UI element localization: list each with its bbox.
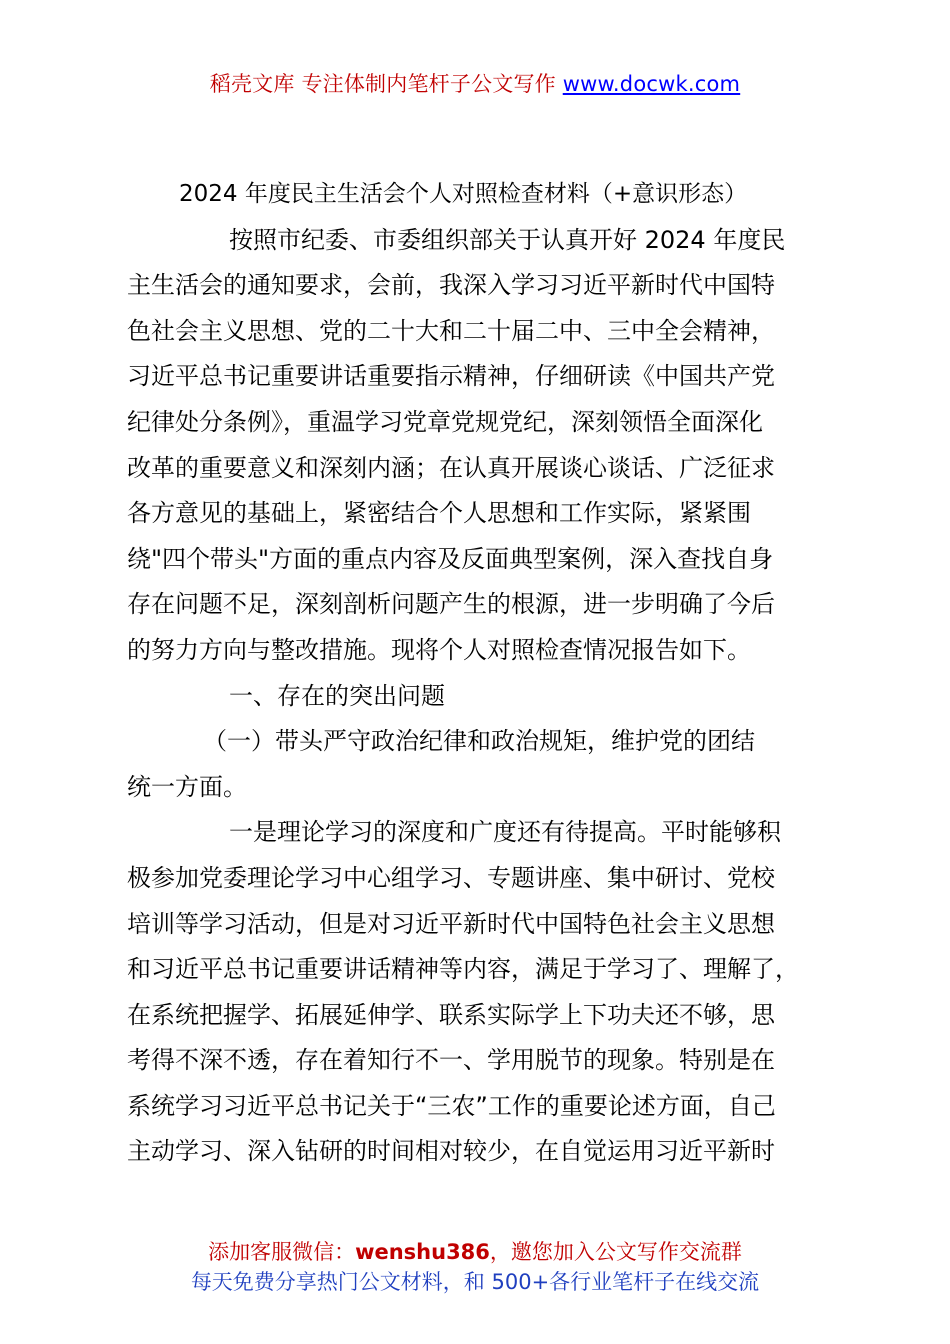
document-body	[127, 172, 827, 1175]
paragraph-line: 主生活会的通知要求，会前，我深入学习习近平新时代中国特	[127, 271, 775, 300]
paragraph-line: 绕"四个带头"方面的重点内容及反面典型案例，深入查找自身	[127, 544, 774, 573]
footer-contact-prefix: 添加客服微信：	[208, 1240, 356, 1264]
paragraph-line: 培训等学习活动，但是对习近平新时代中国特色社会主义思想	[127, 909, 775, 938]
paragraph-line: 一是理论学习的深度和广度还有待提高。平时能够积	[229, 818, 781, 847]
paragraph-line: 的努力方向与整改措施。现将个人对照检查情况报告如下。	[127, 635, 751, 664]
paragraph-line: 考得不深不透，存在着知行不一、学用脱节的现象。特别是在	[127, 1046, 775, 1075]
page-footer	[0, 1237, 950, 1297]
header-slogan: 稻壳文库 专注体制内笔杆子公文写作	[209, 72, 563, 96]
paragraph-line: 和习近平总书记重要讲话精神等内容，满足于学习了、理解了，	[127, 955, 799, 984]
paragraph-line: 在系统把握学、拓展延伸学、联系实际学上下功夫还不够，思	[127, 1000, 775, 1029]
paragraph-line: 色社会主义思想、党的二十大和二十届二中、三中全会精神，	[127, 316, 775, 345]
paragraph-line: 存在问题不足，深刻剖析问题产生的根源，进一步明确了今后	[127, 590, 775, 619]
subsection-heading: （一）带头严守政治纪律和政治规矩，维护党的团结	[203, 727, 755, 756]
subsection-heading-cont: 统一方面。	[127, 772, 247, 801]
paragraph-line: 主动学习、深入钻研的时间相对较少，在自觉运用习近平新时	[127, 1137, 775, 1166]
page-header	[0, 68, 950, 98]
footer-wechat-id: wenshu386	[355, 1240, 490, 1264]
paragraph-line: 极参加党委理论学习中心组学习、专题讲座、集中研讨、党校	[127, 863, 775, 892]
paragraph-line: 系统学习习近平总书记关于“三农”工作的重要论述方面，自己	[127, 1091, 776, 1120]
section-heading: 一、存在的突出问题	[229, 681, 445, 710]
document-title: 2024 年度民主生活会个人对照检查材料（+意识形态）	[179, 181, 748, 207]
paragraph-line: 按照市纪委、市委组织部关于认真开好 2024 年度民	[229, 225, 786, 254]
paragraph-line: 各方意见的基础上，紧密结合个人思想和工作实际，紧紧围	[127, 499, 751, 528]
header-link[interactable]: www.docwk.com	[562, 72, 741, 96]
footer-contact-suffix: ，邀您加入公文写作交流群	[489, 1240, 742, 1264]
paragraph-line: 习近平总书记重要讲话重要指示精神，仔细研读《中国共产党	[127, 362, 775, 391]
footer-contact-line	[0, 1237, 950, 1267]
paragraph-line: 改革的重要意义和深刻内涵；在认真开展谈心谈话、广泛征求	[127, 453, 775, 482]
footer-promo-line: 每天免费分享热门公文材料，和 500+各行业笔杆子在线交流	[190, 1270, 760, 1294]
paragraph-line: 纪律处分条例》，重温学习党章党规党纪，深刻领悟全面深化	[127, 407, 763, 436]
